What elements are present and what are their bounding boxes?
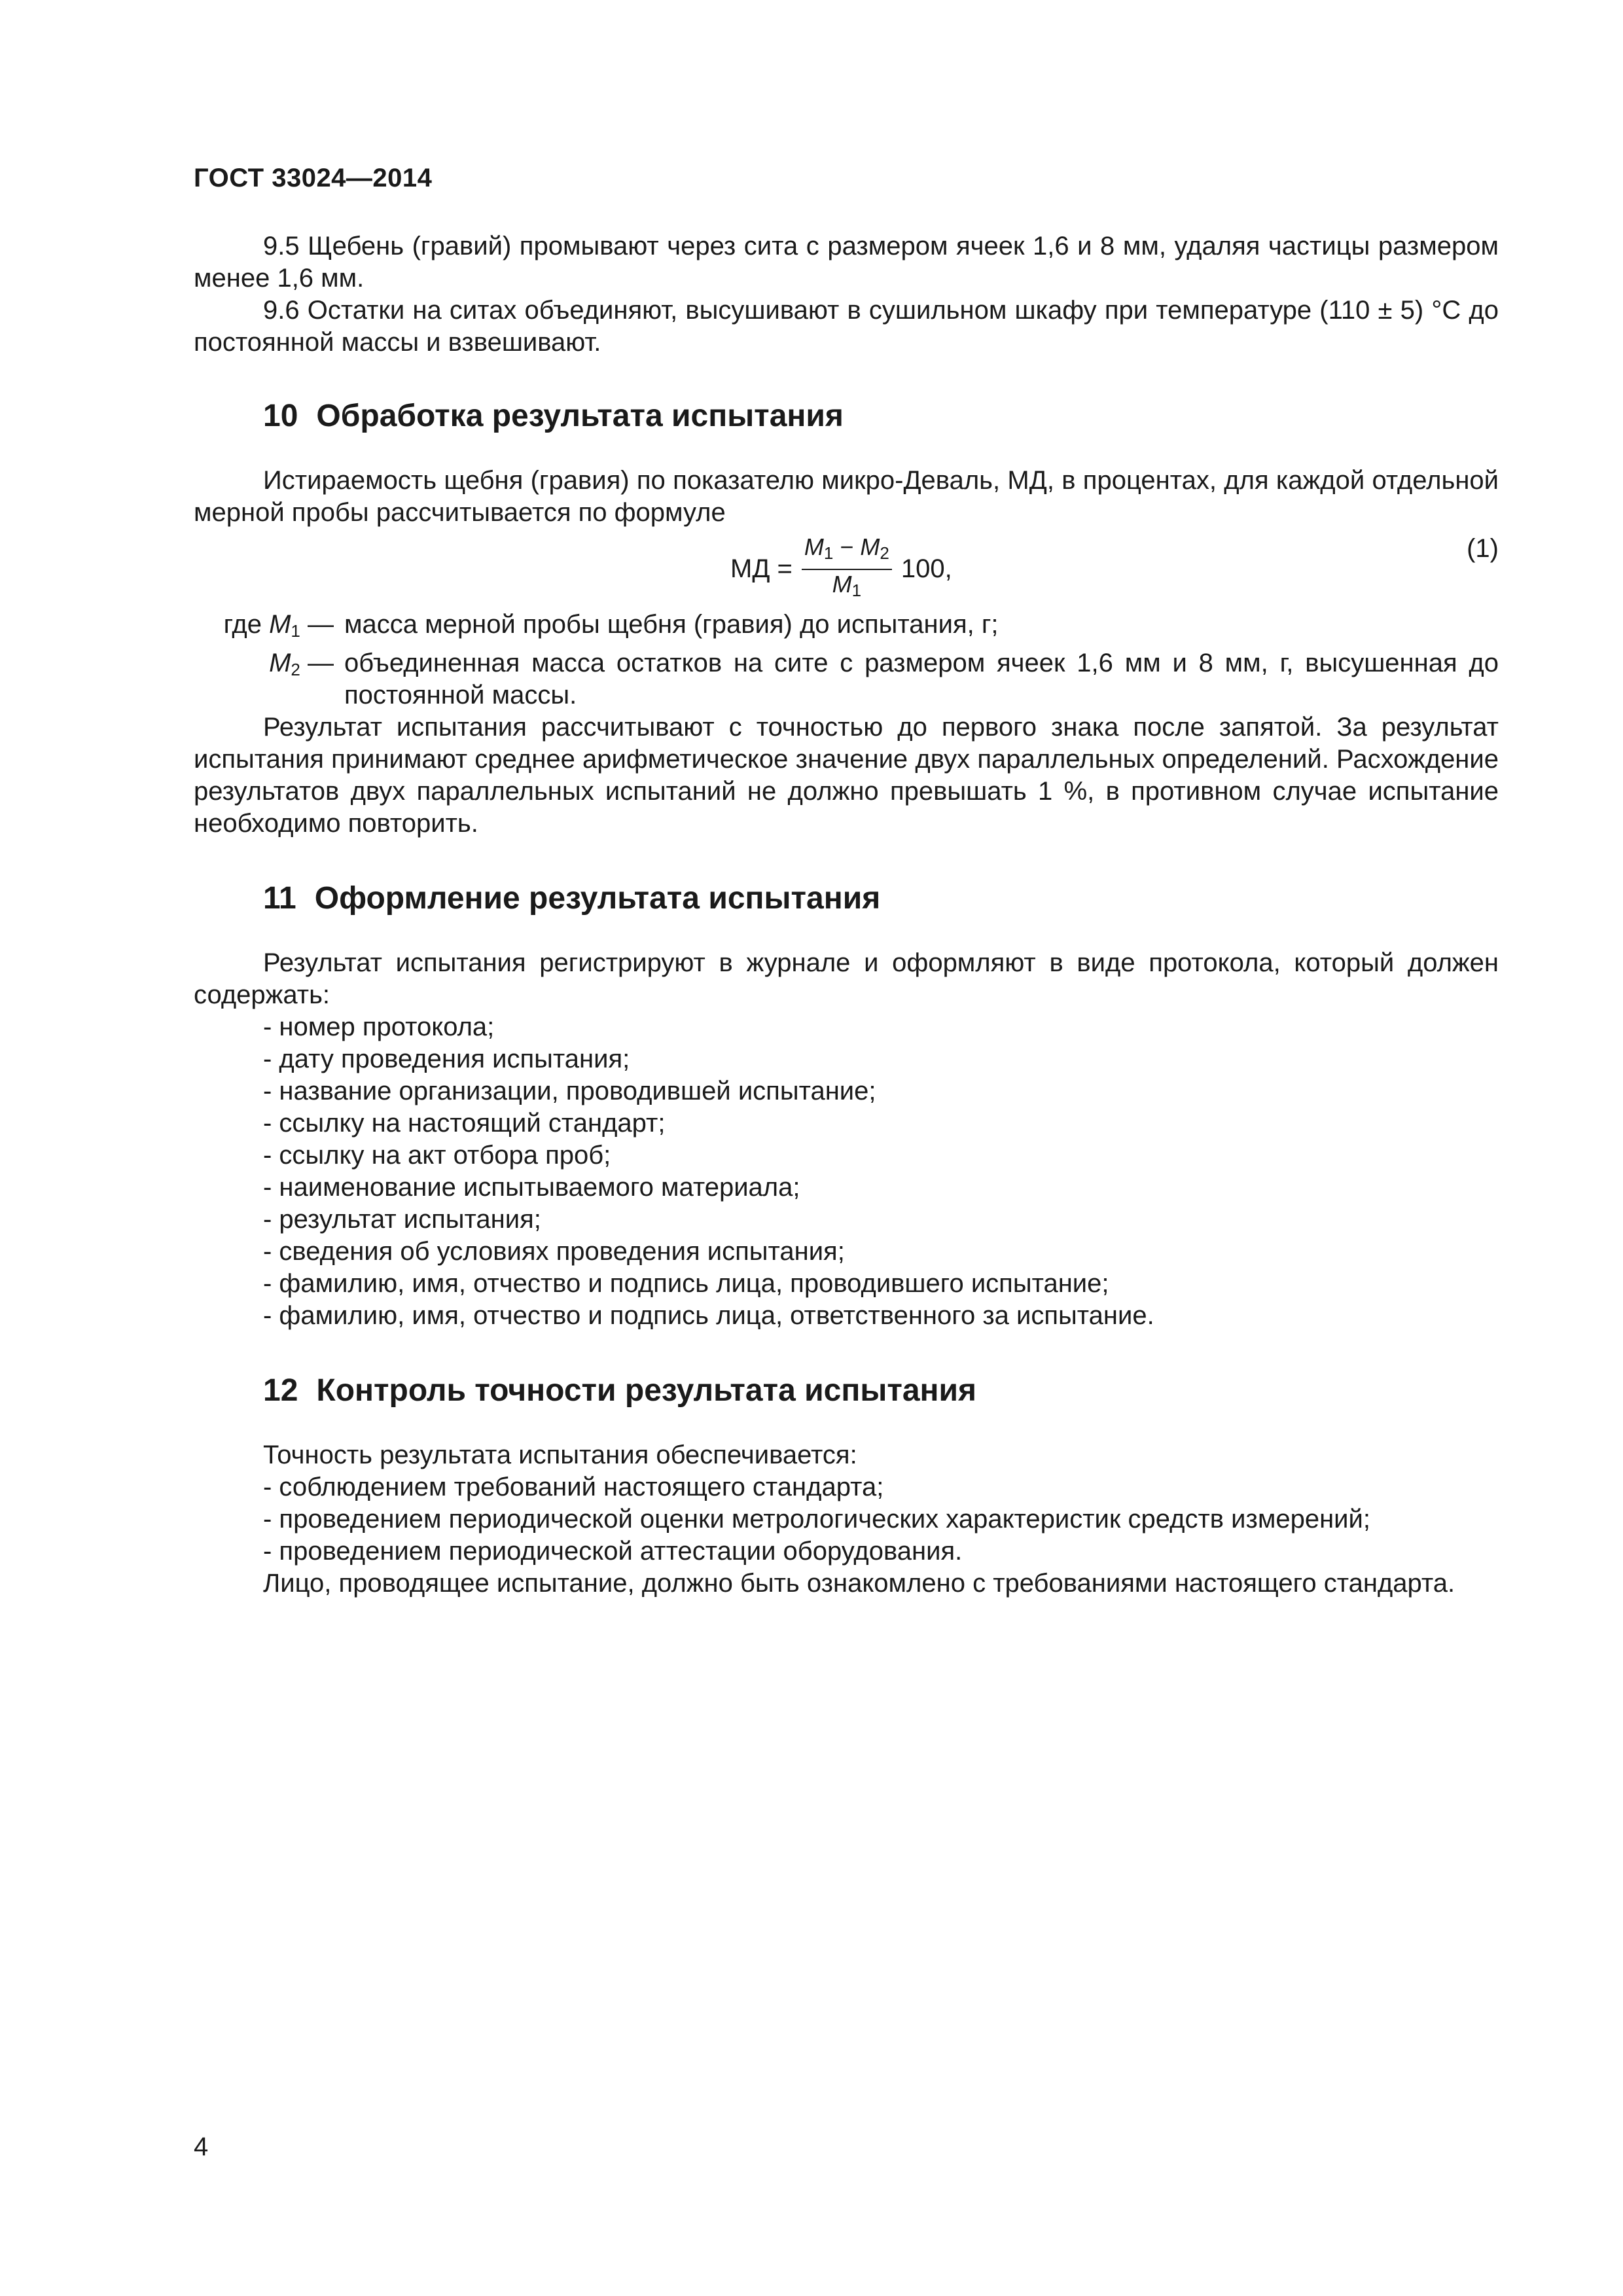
paragraph-9-5: 9.5 Щебень (гравий) промывают через сита с размером ячеек 1,6 и 8 мм, удаляя частицы размером менее 1,6 мм. — [194, 232, 1499, 293]
list-item: - ссылку на настоящий стандарт; — [263, 1109, 666, 1138]
formula — [730, 534, 952, 603]
formula-lhs: МД = — [730, 554, 793, 583]
legend-text: объединенная масса остатков на сите с размером ячеек 1,6 мм и 8 мм, г, высушенная до постоянной массы. — [344, 649, 1499, 709]
protocol-contents-list — [194, 1011, 1499, 1332]
equation-number: (1) — [1467, 534, 1499, 563]
formula-legend — [194, 609, 1499, 711]
section-11-intro: Результат испытания регистрируют в журнале и оформляют в виде протокола, который должен содержать: — [194, 948, 1499, 1009]
formula-block — [194, 530, 1499, 609]
legend-text: масса мерной пробы щебня (гравия) до испытания, г; — [344, 610, 999, 639]
legend-row-m2 — [194, 647, 1499, 711]
section-11-title: Оформление результата испытания — [314, 881, 881, 916]
section-11-number: 11 — [263, 881, 296, 916]
section-12-intro: Точность результата испытания обеспечивается: — [263, 1441, 857, 1469]
section-10-number: 10 — [263, 399, 298, 433]
section-10-title: Обработка результата испытания — [316, 399, 844, 433]
list-item: - сведения об условиях проведения испытания; — [263, 1237, 845, 1266]
list-item: - соблюдением требований настоящего стандарта; — [263, 1473, 884, 1501]
list-item: - номер протокола; — [263, 1013, 495, 1041]
paragraph-9-6: 9.6 Остатки на ситах объединяют, высушивают в сушильном шкафу при температуре (110 ± 5) °C до постоянной массы и взвешивают. — [194, 296, 1499, 357]
page-number: 4 — [194, 2132, 209, 2161]
section-12-heading — [194, 1372, 1499, 1409]
list-item: - фамилию, имя, отчество и подпись лица, проводившего испытание; — [263, 1269, 1109, 1298]
list-item: - фамилию, имя, отчество и подпись лица, ответственного за испытание. — [263, 1301, 1154, 1330]
section-10-intro: Истираемость щебня (гравия) по показателю микро-Деваль, МД, в процентах, для каждой отдельной мерной пробы рассчитывается по формуле — [194, 466, 1499, 527]
formula-numerator: $M_1 - M_2$ — [802, 534, 892, 570]
formula-denominator: $M_1$ — [832, 571, 862, 600]
legend-symbol: где $M_1$ — — [223, 610, 334, 641]
formula-fraction — [802, 534, 892, 603]
section-10-result-text: Результат испытания рассчитывают с точностью до первого знака после запятой. За результат испытания принимают среднее арифметическое значение двух параллельных определений. Расхождение результатов двух параллельных испытаний не должно превышать 1 %, в противном случае испытание необходимо повторить. — [194, 713, 1499, 838]
list-item: - проведением периодической оценки метрологических характеристик средств измерений; — [263, 1505, 1370, 1534]
formula-factor: 100, — [901, 554, 952, 583]
section-10-heading — [194, 398, 1499, 435]
list-item: - ссылку на акт отбора проб; — [263, 1141, 611, 1170]
legend-symbol: $M_2$ — — [269, 649, 334, 679]
accuracy-measures-list — [194, 1471, 1499, 1568]
list-item: - наименование испытываемого материала; — [263, 1173, 800, 1202]
section-12-title: Контроль точности результата испытания — [316, 1373, 977, 1408]
page-content — [194, 230, 1499, 1600]
list-item: - проведением периодической аттестации оборудования. — [263, 1537, 963, 1566]
list-item: - название организации, проводившей испытание; — [263, 1077, 876, 1105]
document-code: ГОСТ 33024—2014 — [194, 164, 433, 192]
section-12-closing: Лицо, проводящее испытание, должно быть ознакомлено с требованиями настоящего стандарта. — [263, 1569, 1455, 1598]
list-item: - дату проведения испытания; — [263, 1045, 630, 1073]
legend-row-m1 — [194, 609, 1499, 647]
section-12-number: 12 — [263, 1373, 298, 1408]
list-item: - результат испытания; — [263, 1205, 541, 1234]
section-11-heading — [194, 880, 1499, 917]
